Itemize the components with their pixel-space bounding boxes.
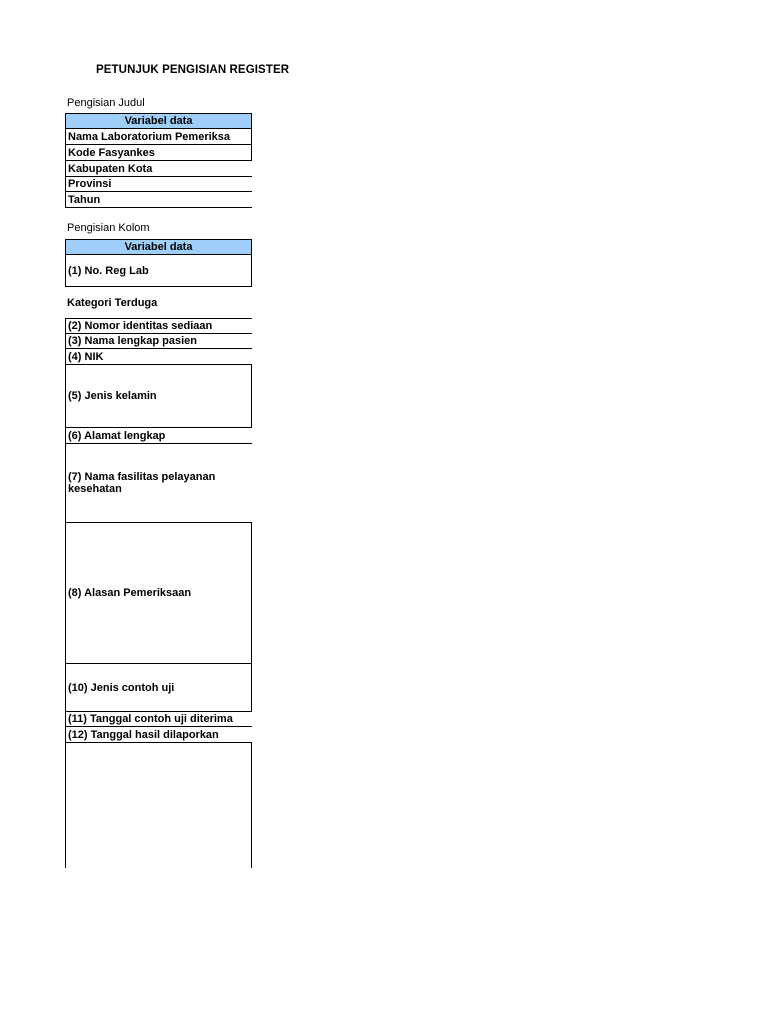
kolom-table <box>65 239 252 868</box>
row-label: Nama Laboratorium Pemeriksa <box>68 130 231 143</box>
table-row <box>65 334 252 349</box>
row-label: (8) Alasan Pemeriksaan <box>68 587 192 599</box>
row-label: (1) No. Reg Lab <box>68 264 149 277</box>
section-label-kolom: Pengisian Kolom <box>67 222 150 234</box>
row-label: (5) Jenis kelamin <box>68 390 157 402</box>
table-row <box>65 255 252 287</box>
table-row <box>65 129 252 145</box>
page-title: PETUNJUK PENGISIAN REGISTER <box>96 64 290 76</box>
row-label: (10) Jenis contoh uji <box>68 681 175 694</box>
table-row <box>65 712 252 727</box>
row-label: (3) Nama lengkap pasien <box>68 335 197 347</box>
table-row <box>65 444 252 523</box>
table-row <box>65 428 252 444</box>
table-header <box>65 239 252 255</box>
table-row <box>65 161 252 177</box>
row-label: (4) NIK <box>68 350 104 363</box>
table-row <box>65 145 252 161</box>
table-row <box>65 318 252 334</box>
row-label: (12) Tanggal hasil dilaporkan <box>68 728 219 741</box>
row-label: (6) Alamat lengkap <box>68 429 166 442</box>
row-label: (7) Nama fasilitas pelayanan kesehatan <box>68 471 216 495</box>
section-label-judul: Pengisian Judul <box>67 97 145 109</box>
table-row <box>65 743 252 868</box>
row-label: Kategori Terduga <box>67 296 158 309</box>
row-label: (2) Nomor identitas sediaan <box>68 320 213 332</box>
table-row <box>65 365 252 428</box>
judul-table <box>65 113 252 208</box>
row-label: Provinsi <box>68 178 112 190</box>
table-row <box>65 727 252 743</box>
header-label: Variabel data <box>124 241 193 253</box>
table-row <box>65 523 252 664</box>
table-row <box>65 192 252 208</box>
table-row <box>65 664 252 712</box>
row-label: (11) Tanggal contoh uji diterima <box>68 713 233 725</box>
table-header <box>65 113 252 129</box>
header-label: Variabel data <box>124 115 193 127</box>
row-label: Kode Fasyankes <box>68 146 155 159</box>
table-row <box>65 287 252 318</box>
row-label: Tahun <box>68 193 101 206</box>
table-row <box>65 349 252 365</box>
row-label: Kabupaten Kota <box>68 162 153 175</box>
table-row <box>65 177 252 192</box>
